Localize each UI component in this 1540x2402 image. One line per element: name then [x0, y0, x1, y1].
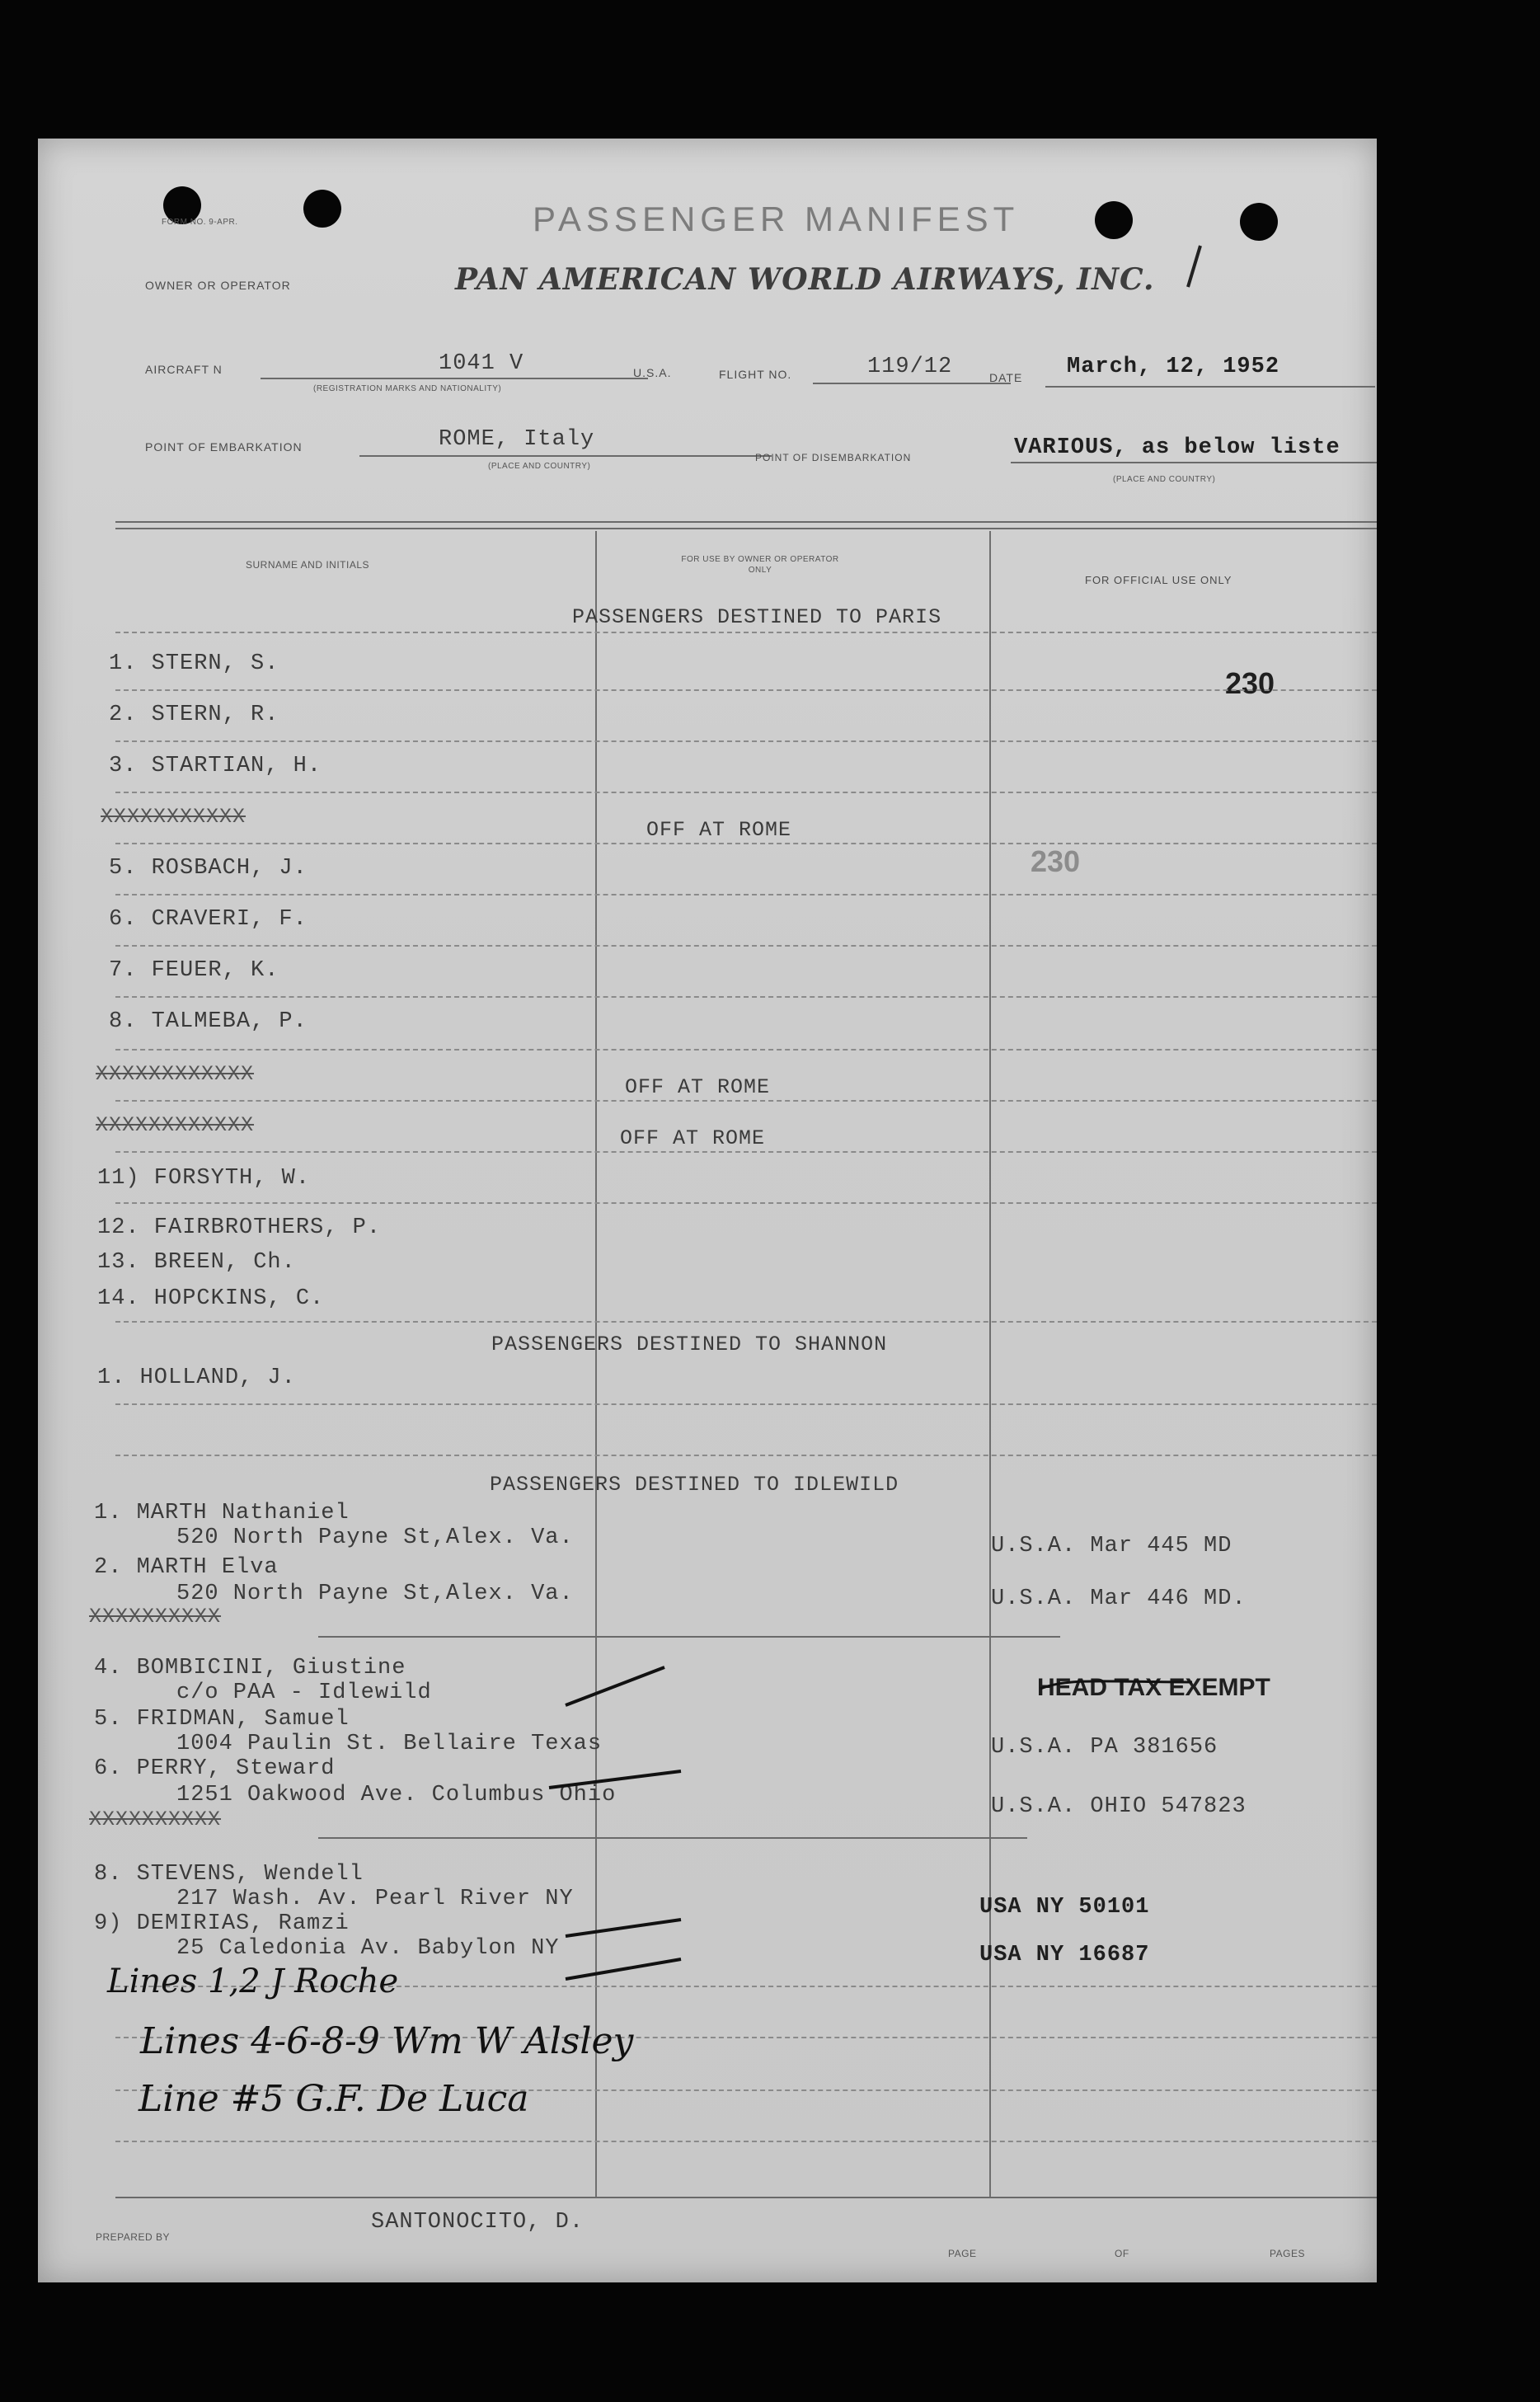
list-item-address: 217 Wash. Av. Pearl River NY [176, 1887, 574, 1911]
owner-value: PAN AMERICAN WORLD AIRWAYS, INC. [455, 262, 1155, 297]
registration-note: (REGISTRATION MARKS AND NATIONALITY) [313, 384, 502, 393]
list-item-address: 25 Caledonia Av. Babylon NY [176, 1936, 560, 1961]
list-item: 1. HOLLAND, J. [97, 1366, 296, 1390]
disembarkation-value: VARIOUS, as below liste [1014, 435, 1340, 460]
col-header-owner: FOR USE BY OWNER OR OPERATOR ONLY [681, 555, 839, 575]
list-item: 11) FORSYTH, W. [97, 1166, 311, 1191]
head-tax-exempt-note: HEAD TAX EXEMPT [1037, 1674, 1270, 1701]
list-item: 7. FEUER, K. [109, 958, 279, 983]
page-label: PAGE [948, 2248, 977, 2259]
list-item: 5. FRIDMAN, Samuel [94, 1707, 350, 1732]
owner-note: OFF AT ROME [620, 1126, 766, 1150]
prepared-by-label: PREPARED BY [96, 2231, 170, 2243]
disembarkation-note: (PLACE AND COUNTRY) [1113, 475, 1216, 484]
date-value: March, 12, 1952 [1067, 355, 1280, 379]
prepared-by-value: SANTONOCITO, D. [371, 2210, 585, 2235]
aircraft-value: 1041 V [439, 351, 524, 376]
disembarkation-label: POINT OF DISEMBARKATION [755, 452, 912, 463]
section-heading-idlewild: PASSENGERS DESTINED TO IDLEWILD [490, 1473, 899, 1497]
list-item-address: 520 North Payne St,Alex. Va. [176, 1582, 574, 1606]
official-mark: 230 [1031, 844, 1081, 878]
official-entry: U.S.A. Mar 446 MD. [991, 1586, 1247, 1611]
of-label: OF [1115, 2248, 1129, 2259]
list-item: XXXXXXXXXX [89, 1807, 222, 1831]
form-number: FORM NO. 9-APR. [162, 218, 238, 227]
handwritten-note: Lines 1,2 J Roche [107, 1962, 399, 2000]
list-item: 5. ROSBACH, J. [109, 856, 308, 881]
list-item: XXXXXXXXXXXX [96, 1113, 255, 1137]
official-entry: U.S.A. PA 381656 [991, 1735, 1218, 1760]
page-title: PASSENGER MANIFEST [533, 200, 1020, 238]
owner-label: OWNER OR OPERATOR [145, 279, 291, 292]
section-heading-shannon: PASSENGERS DESTINED TO SHANNON [491, 1333, 888, 1356]
official-entry: USA NY 50101 [979, 1895, 1150, 1920]
list-item: 2. STERN, R. [109, 703, 279, 727]
list-item: XXXXXXXXXXXX [96, 1062, 255, 1086]
list-item-address: 520 North Payne St,Alex. Va. [176, 1525, 574, 1550]
list-item: 12. FAIRBROTHERS, P. [97, 1215, 382, 1240]
usa-label: U.S.A. [633, 366, 672, 379]
owner-note: OFF AT ROME [646, 818, 792, 842]
official-entry: U.S.A. OHIO 547823 [991, 1794, 1247, 1819]
official-entry: USA NY 16687 [979, 1943, 1150, 1967]
embarkation-value: ROME, Italy [439, 427, 595, 452]
official-mark: 230 [1225, 666, 1275, 700]
section-heading-paris: PASSENGERS DESTINED TO PARIS [572, 605, 942, 629]
aircraft-label: AIRCRAFT N [145, 363, 223, 376]
list-item: 1. STERN, S. [109, 651, 279, 676]
list-item: XXXXXXXXXX [89, 1605, 222, 1629]
list-item: 9) DEMIRIAS, Ramzi [94, 1911, 350, 1936]
check-marks [38, 139, 1377, 2282]
list-item: 8. STEVENS, Wendell [94, 1862, 364, 1887]
list-item-address: c/o PAA - Idlewild [176, 1680, 432, 1705]
owner-note: OFF AT ROME [625, 1075, 771, 1099]
list-item: 13. BREEN, Ch. [97, 1250, 296, 1275]
flight-value: 119/12 [867, 355, 953, 379]
list-item: 2. MARTH Elva [94, 1555, 279, 1580]
pages-label: PAGES [1270, 2248, 1305, 2259]
date-label: DATE [989, 371, 1023, 384]
list-item: 3. STARTIAN, H. [109, 754, 322, 778]
col-header-official: FOR OFFICIAL USE ONLY [1085, 574, 1232, 586]
manifest-page [38, 139, 1377, 2282]
embarkation-label: POINT OF EMBARKATION [145, 440, 303, 454]
list-item: 6. PERRY, Steward [94, 1756, 336, 1781]
list-item: 8. TALMEBA, P. [109, 1009, 308, 1034]
list-item: 14. HOPCKINS, C. [97, 1286, 325, 1311]
list-item-address: 1004 Paulin St. Bellaire Texas [176, 1732, 603, 1756]
flight-label: FLIGHT NO. [719, 368, 792, 381]
list-item: 4. BOMBICINI, Giustine [94, 1656, 406, 1680]
embarkation-note: (PLACE AND COUNTRY) [488, 462, 591, 471]
list-item: XXXXXXXXXXX [101, 805, 246, 829]
list-item: 1. MARTH Nathaniel [94, 1501, 350, 1525]
official-entry: U.S.A. Mar 445 MD [991, 1534, 1232, 1558]
list-item: 6. CRAVERI, F. [109, 907, 308, 932]
handwritten-note: Lines 4-6-8-9 Wm W Alsley [140, 2020, 634, 2062]
handwritten-note: Line #5 G.F. De Luca [139, 2078, 529, 2120]
col-header-name: SURNAME AND INITIALS [246, 559, 370, 571]
list-item-address: 1251 Oakwood Ave. Columbus Ohio [176, 1783, 617, 1807]
